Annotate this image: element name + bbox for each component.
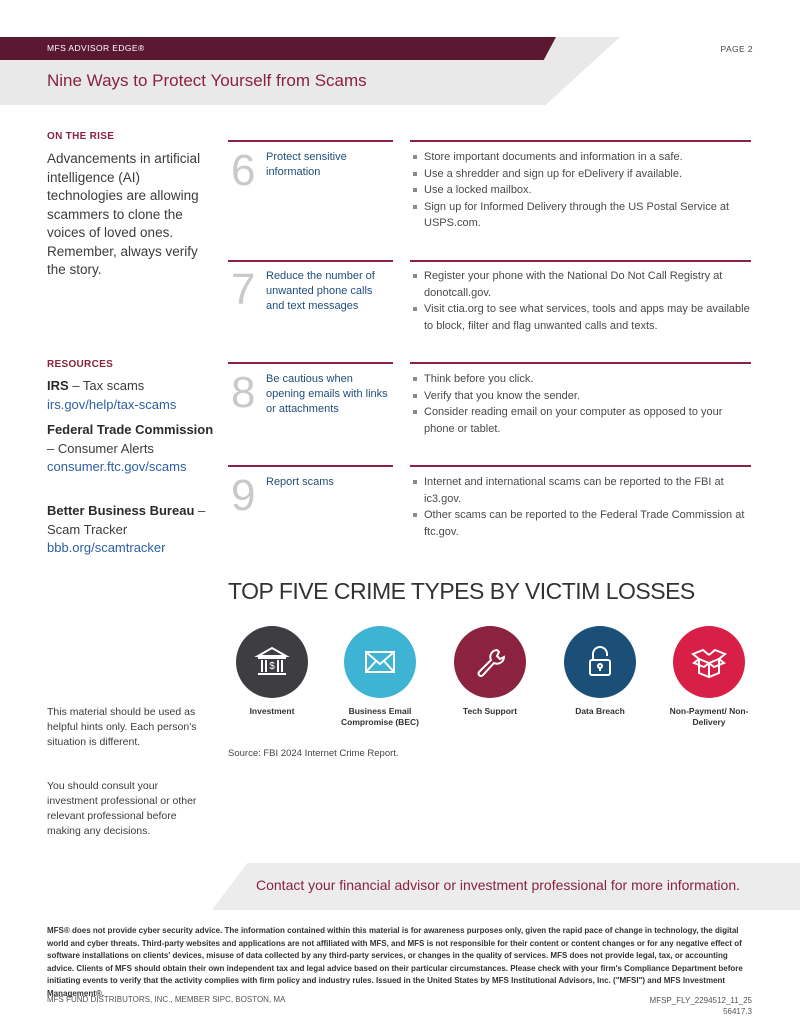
bullet-item: Visit ctia.org to see what services, tools and apps may be available to block, filter and flag unwanted calls and texts.	[412, 301, 752, 334]
envelope-icon	[344, 626, 416, 698]
resource-ftc	[47, 421, 217, 477]
bullet-item: Sign up for Informed Delivery through the US Postal Service at USPS.com.	[412, 199, 752, 232]
tip-rule	[410, 465, 751, 467]
crime-label: Investment	[249, 706, 295, 716]
resource-irs	[47, 377, 217, 414]
tip-bullets	[412, 149, 752, 232]
tip-rule	[228, 362, 393, 364]
tip-rule	[228, 140, 393, 142]
footer-doc-code: MFSP_FLY_2294512_11_25	[649, 996, 752, 1005]
bullet-item: Think before you click.	[412, 371, 752, 388]
tip-bullets	[412, 371, 752, 437]
crime-type-investment	[222, 626, 322, 717]
bullet-item: Store important documents and information in a safe.	[412, 149, 752, 166]
wrench-icon	[454, 626, 526, 698]
page-number: PAGE 2	[720, 44, 753, 54]
resource-bbb	[47, 502, 217, 558]
bullet-item: Use a shredder and sign up for eDelivery if available.	[412, 166, 752, 183]
tip-number: 9	[231, 471, 256, 520]
padlock-icon	[564, 626, 636, 698]
resource-name: IRS	[47, 378, 69, 393]
tip-number: 6	[231, 146, 256, 195]
consult-professional-note: You should consult your investment professional or other relevant professional before making any decisions.	[47, 780, 197, 837]
tip-title: Reduce the number of unwanted phone calls and text messages	[266, 270, 375, 312]
tip-title: Be cautious when opening emails with links or attachments	[266, 373, 388, 415]
bank-icon	[236, 626, 308, 698]
resource-desc: – Scam Tracker	[47, 503, 206, 537]
helpful-hints-note: This material should be used as helpful hints only. Each person's situation is different.	[47, 706, 197, 748]
crime-types-heading: TOP FIVE CRIME TYPES BY VICTIM LOSSES	[228, 578, 695, 604]
resources-label: RESOURCES	[47, 359, 114, 370]
bullet-item: Register your phone with the National Do Not Call Registry at donotcall.gov.	[412, 268, 752, 301]
resource-link-irs[interactable]: irs.gov/help/tax-scams	[47, 396, 177, 412]
resource-link-bbb[interactable]: bbb.org/scamtracker	[47, 540, 166, 555]
on-the-rise-text: Advancements in artificial intelligence (AI) technologies are allowing scammers to clone the voices of loved ones. Remember, always verify the story.	[47, 151, 201, 277]
crime-label: Tech Support	[462, 706, 518, 716]
svg-text:$: $	[269, 661, 275, 672]
bullet-item: Internet and international scams can be reported to the FBI at ic3.gov.	[412, 474, 752, 507]
tip-rule	[410, 362, 751, 364]
resource-name: Better Business Bureau	[47, 503, 195, 518]
resource-desc: – Consumer Alerts	[47, 440, 154, 456]
resource-name: Federal Trade Commission	[47, 422, 214, 437]
tip-number: 8	[231, 368, 256, 417]
crime-type-non-payment	[659, 626, 759, 728]
open-box-icon	[673, 626, 745, 698]
tip-title: Report scams	[266, 476, 334, 488]
contact-message: Contact your financial advisor or investment professional for more information.	[256, 877, 740, 893]
footer-doc-id: 56417.3	[723, 1007, 752, 1016]
resource-link-ftc[interactable]: consumer.ftc.gov/scams	[47, 459, 187, 474]
footer-distributor: MFS FUND DISTRIBUTORS, INC., MEMBER SIPC, BOSTON, MA	[47, 995, 286, 1004]
tip-bullets	[412, 268, 752, 334]
footer-codes	[600, 995, 752, 1017]
tip-rule	[228, 465, 393, 467]
tip-rule	[410, 260, 751, 262]
source-note: Source: FBI 2024 Internet Crime Report.	[228, 748, 399, 759]
resource-desc: – Tax scams	[68, 378, 145, 393]
bullet-item: Verify that you know the sender.	[412, 388, 752, 405]
crime-type-data-breach	[550, 626, 650, 717]
crime-label: Business Email Compromise (BEC)	[341, 706, 419, 727]
bullet-item: Consider reading email on your computer as opposed to your phone or tablet.	[412, 404, 752, 437]
page-title: Nine Ways to Protect Yourself from Scams	[47, 71, 367, 90]
crime-label: Data Breach	[575, 706, 625, 716]
tip-rule	[228, 260, 393, 262]
bullet-item: Use a locked mailbox.	[412, 182, 752, 199]
on-the-rise-label: ON THE RISE	[47, 131, 115, 142]
tip-bullets	[412, 474, 752, 540]
crime-type-bec	[330, 626, 430, 728]
tip-rule	[410, 140, 751, 142]
bullet-item: Other scams can be reported to the Federal Trade Commission at ftc.gov.	[412, 507, 752, 540]
tip-title: Protect sensitive information	[266, 151, 347, 178]
crime-label: Non-Payment/ Non-Delivery	[669, 706, 749, 727]
brand-label: MFS ADVISOR EDGE®	[47, 43, 145, 53]
legal-disclaimer: MFS® does not provide cyber security advice. The information contained within this material is for awareness purposes only, given the rapid pace of change in technology, the digital world and cyber threats. Third-party websites and applications are not affiliated with MFS, and MFS is not responsible for their content or content changes or for any negative effect of software installations on clients' devices, misuse of data collected by any third-party services, or changes in the quality of services. MFS does not provide legal, tax, or accounting advice. Clients of MFS should obtain their own independent tax and legal advice based on their particular circumstances. Please check with your firm's Compliance Department before initiating events to verify that the activity complies with firm policy and industry rules. Issued in the United States by MFS Institutional Advisors, Inc. ("MFSI") and MFS Investment Management®.	[47, 926, 743, 998]
crime-type-tech-support	[440, 626, 540, 717]
tip-number: 7	[231, 265, 256, 314]
